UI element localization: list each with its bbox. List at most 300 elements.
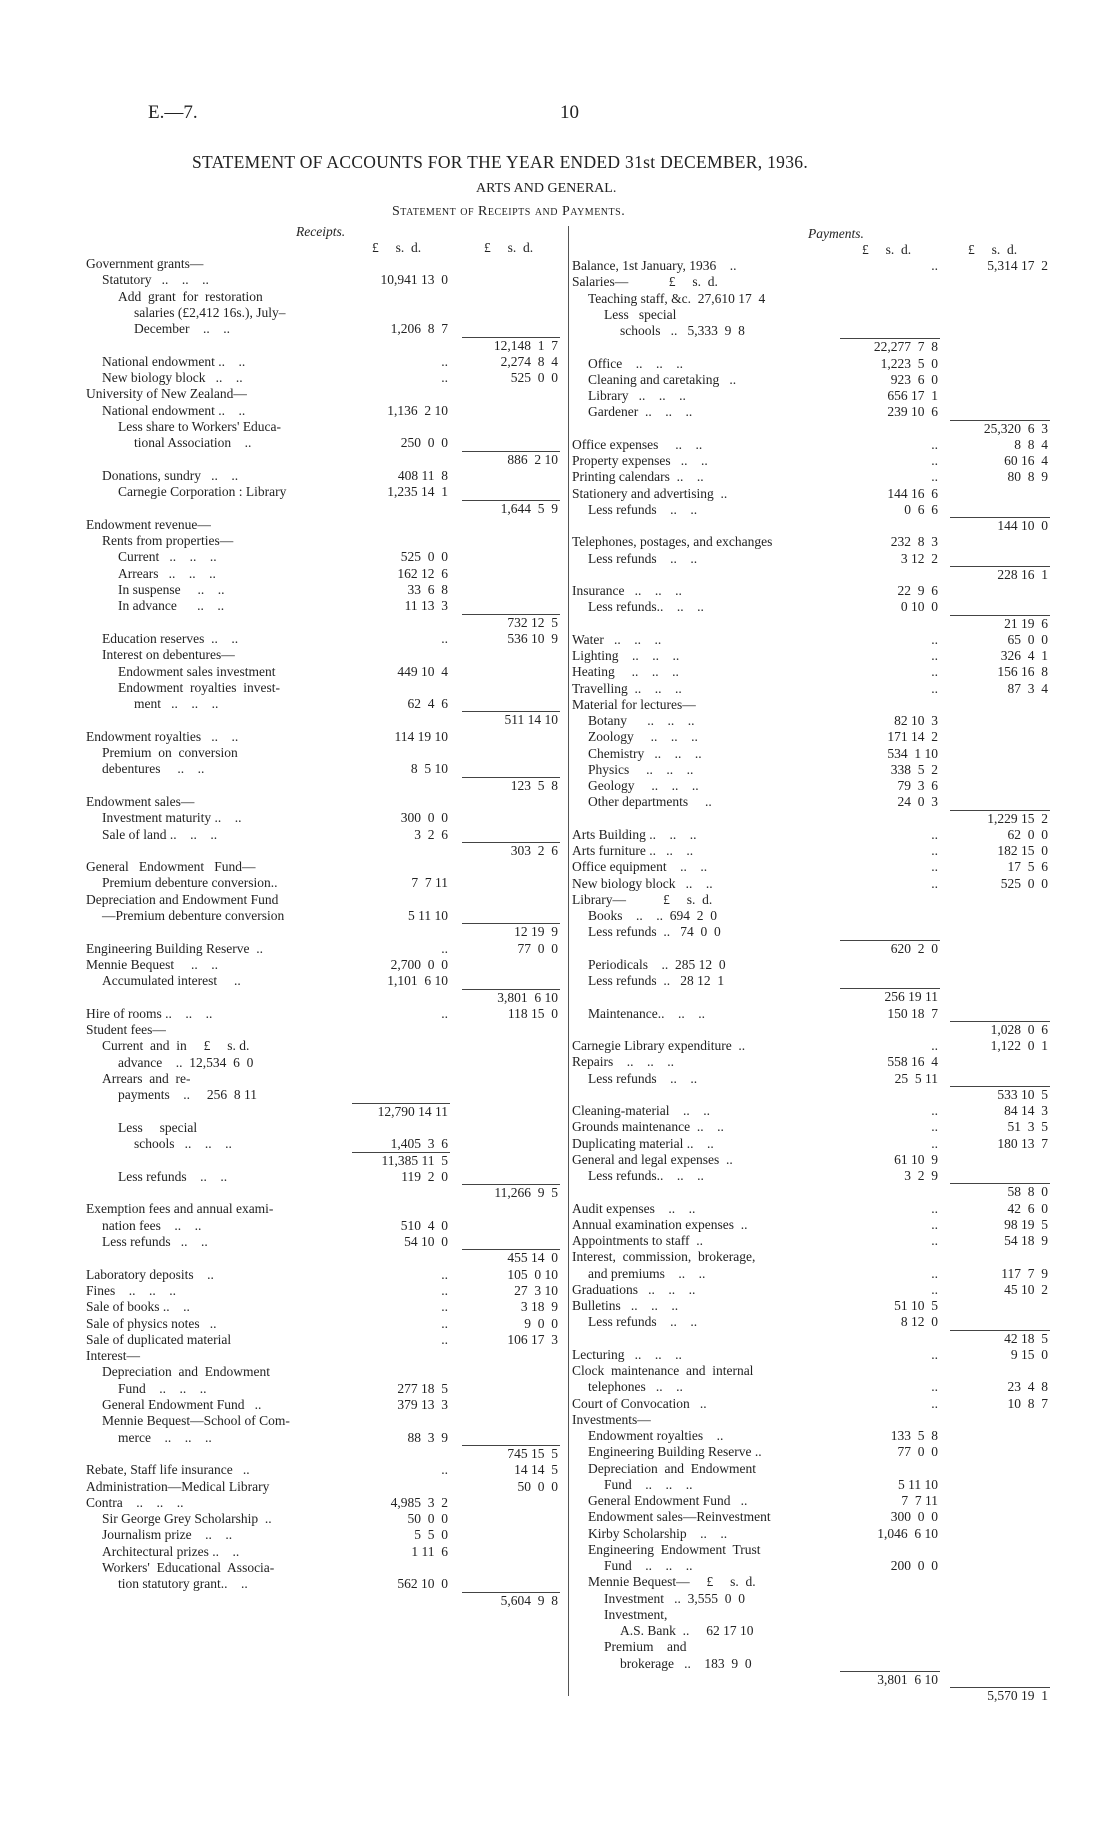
payments-line-label: Lecturing .. .. ..	[572, 1346, 682, 1362]
payments-line-label: Premium and	[604, 1639, 687, 1655]
payments-line-label: Library— £ s. d.	[572, 891, 713, 907]
receipts-line-label: December .. ..	[134, 321, 230, 337]
payments-line-label: A.S. Bank .. 62 17 10	[620, 1623, 754, 1638]
receipts-amount-a: 250 0 0	[400, 435, 448, 451]
page-number: 10	[560, 102, 579, 123]
receipts-line-label: Mennie Bequest .. ..	[86, 956, 218, 972]
page-title: STATEMENT OF ACCOUNTS FOR THE YEAR ENDED 31st DECEMBER, 1936.	[192, 152, 808, 172]
payments-amount-b: 156 16 8	[997, 664, 1048, 680]
payments-amount-a: 1,223 5 0	[880, 355, 938, 371]
payments-amount-a: 558 16 4	[887, 1054, 938, 1070]
receipts-line-label: National endowment .. ..	[102, 402, 246, 418]
page-ref: E.—7.	[148, 102, 198, 123]
payments-line-label: Fund .. .. ..	[604, 1558, 693, 1573]
payments-amount-b: 525 0 0	[1000, 875, 1048, 891]
payments-amount-a: 22,277 7 8	[873, 339, 938, 355]
receipts-amount-a: 119 2 0	[401, 1168, 448, 1184]
receipts-amount-b: 12,148 1 7	[493, 337, 558, 353]
receipts-line-label: Premium on conversion	[102, 745, 238, 760]
payments-line-label: Clock maintenance and internal	[572, 1363, 754, 1378]
receipts-amount-a: 510 4 0	[400, 1217, 448, 1233]
payments-amount-a: 61 10 9	[894, 1151, 938, 1167]
receipts-line-label: Current and in £ s. d.	[102, 1038, 250, 1054]
payments-amount-b: 117 7 9	[1001, 1265, 1048, 1281]
payments-line-label: Court of Convocation ..	[572, 1395, 707, 1411]
receipts-line-label: Exemption fees and annual exami-	[86, 1201, 274, 1217]
receipts-amount-a: ..	[441, 940, 448, 956]
payments-line-label: Printing calendars .. ..	[572, 469, 704, 485]
payments-amount-a: ..	[931, 1038, 938, 1053]
payments-line-label: Engineering Endowment Trust	[588, 1541, 761, 1557]
receipts-line-label: merce .. .. ..	[118, 1429, 212, 1445]
receipts-amount-a: 379 13 3	[397, 1397, 448, 1412]
receipts-amount-a: ..	[441, 1282, 448, 1298]
payments-amount-b: 87 3 4	[1007, 680, 1048, 696]
payments-amount-a: ..	[931, 859, 938, 875]
payments-amount-b: 65 0 0	[1007, 631, 1048, 647]
receipts-amount-a: 10,941 13 0	[380, 272, 448, 288]
receipts-line-label: Hire of rooms .. .. ..	[86, 1005, 213, 1021]
payments-amount-a: 22 9 6	[897, 583, 938, 598]
payments-amount-a: 3,801 6 10	[877, 1671, 938, 1687]
payments-line-label: Duplicating material .. ..	[572, 1135, 714, 1151]
payments-amount-a: ..	[931, 469, 938, 485]
receipts-amount-b: 745 15 5	[507, 1445, 558, 1461]
receipts-line-label: Less share to Workers' Educa-	[118, 419, 282, 434]
payments-line-label: Mennie Bequest— £ s. d.	[588, 1574, 756, 1590]
receipts-amount-b: 77 0 0	[517, 940, 558, 956]
payments-amount-b: 17 5 6	[1007, 859, 1048, 875]
receipts-line-label: advance .. 12,534 6 0	[118, 1054, 254, 1070]
payments-amount-a: ..	[931, 1200, 938, 1216]
payments-line-label: Grounds maintenance .. ..	[572, 1119, 724, 1135]
receipts-line-label: Endowment royalties invest-	[118, 679, 280, 695]
receipts-amount-b: 455 14 0	[507, 1250, 558, 1266]
receipts-amount-b: 5,604 9 8	[500, 1592, 558, 1608]
payments-line-label: Less refunds .. 28 12 1	[588, 973, 725, 988]
receipts-line-label: Depreciation and Endowment Fund	[86, 891, 279, 907]
receipts-line-label: Arrears and re-	[102, 1071, 191, 1086]
payments-line-label: Balance, 1st January, 1936 ..	[572, 258, 737, 273]
payments-line-label: Teaching staff, &c. 27,610 17 4	[588, 290, 766, 306]
receipts-line-label: nation fees .. ..	[102, 1217, 202, 1233]
payments-amount-b: 84 14 3	[1004, 1103, 1048, 1118]
receipts-line-label: Endowment royalties .. ..	[86, 728, 239, 744]
receipts-line-label: debentures .. ..	[102, 761, 205, 777]
receipts-line-label: New biology block .. ..	[102, 370, 243, 386]
payments-amount-a: 82 10 3	[894, 713, 938, 728]
receipts-amount-b: 2,274 8 4	[500, 353, 558, 369]
receipts-line-label: salaries (£2,412 16s.), July–	[134, 304, 286, 320]
receipts-amount-b: 3 18 9	[520, 1299, 558, 1315]
payments-amount-a: ..	[931, 664, 938, 680]
payments-line-label: Less refunds .. ..	[588, 1314, 698, 1330]
payments-heading: Payments.	[808, 226, 864, 241]
receipts-line-label: Sale of land .. .. ..	[102, 826, 218, 842]
payments-amount-b: 5,314 17 2	[987, 258, 1048, 273]
receipts-line-label: In advance .. ..	[118, 598, 225, 614]
receipts-line-label: schools .. .. ..	[134, 1136, 232, 1152]
receipts-line-label: Rents from properties—	[102, 533, 234, 549]
payments-amount-a: ..	[931, 648, 938, 663]
receipts-amount-a: 525 0 0	[400, 549, 448, 565]
receipts-col-head-b: £ s. d.	[484, 240, 534, 255]
payments-amount-a: 534 1 10	[887, 745, 938, 761]
payments-line-label: Carnegie Library expenditure ..	[572, 1038, 746, 1053]
receipts-amount-a: 1,235 14 1	[387, 484, 448, 500]
receipts-amount-b: 50 0 0	[517, 1478, 558, 1494]
receipts-amount-a: 1,206 8 7	[390, 321, 448, 337]
payments-line-label: Cleaning and caretaking ..	[588, 371, 737, 387]
receipts-line-label: In suspense .. ..	[118, 582, 225, 597]
payments-amount-b: 42 6 0	[1007, 1200, 1048, 1216]
receipts-amount-a: ..	[441, 1462, 448, 1478]
payments-amount-b: 25,320 6 3	[983, 420, 1048, 436]
payments-amount-a: 200 0 0	[890, 1558, 938, 1573]
payments-amount-a: ..	[931, 1379, 938, 1395]
payments-line-label: Gardener .. .. ..	[588, 404, 693, 420]
payments-amount-a: 0 10 0	[900, 599, 938, 615]
payments-amount-b: 228 16 1	[997, 566, 1048, 582]
payments-line-label: Endowment sales—Reinvestment	[588, 1509, 771, 1525]
receipts-line-label: Donations, sundry .. ..	[102, 467, 239, 483]
payments-line-label: Lighting .. .. ..	[572, 648, 680, 663]
payments-amount-a: 256 19 11	[884, 989, 938, 1005]
payments-amount-a: ..	[931, 1265, 938, 1281]
receipts-amount-a: 50 0 0	[407, 1511, 448, 1527]
payments-amount-a: 0 6 6	[904, 501, 938, 517]
receipts-line-label: Current .. .. ..	[118, 549, 217, 565]
receipts-amount-b: 106 17 3	[507, 1331, 558, 1347]
payments-line-label: Less refunds .. ..	[588, 1070, 698, 1086]
payments-line-label: Geology .. .. ..	[588, 778, 699, 793]
payments-line-label: Less refunds.. .. ..	[588, 599, 704, 615]
receipts-line-label: Administration—Medical Library	[86, 1478, 270, 1494]
receipts-amount-b: 303 2 6	[510, 842, 558, 858]
receipts-amount-b: 511 14 10	[504, 712, 558, 728]
receipts-amount-a: ..	[441, 370, 448, 386]
payments-line-label: Physics .. .. ..	[588, 761, 694, 777]
receipts-line-label: Add grant for restoration	[118, 288, 263, 304]
payments-amount-a: ..	[931, 1395, 938, 1411]
receipts-line-label: Depreciation and Endowment	[102, 1364, 270, 1380]
payments-line-label: Endowment royalties ..	[588, 1428, 724, 1443]
payments-line-label: Graduations .. .. ..	[572, 1281, 696, 1297]
payments-col-head-b: £ s. d.	[968, 242, 1018, 257]
payments-line-label: Appointments to staff ..	[572, 1233, 703, 1248]
receipts-amount-a: 33 6 8	[407, 582, 448, 597]
payments-line-label: Library .. .. ..	[588, 388, 686, 403]
payments-line-label: brokerage .. 183 9 0	[620, 1655, 752, 1671]
payments-line-label: Periodicals .. 285 12 0	[588, 956, 726, 972]
payments-amount-b: 180 13 7	[997, 1135, 1048, 1151]
payments-line-label: Arts Building .. .. ..	[572, 826, 697, 842]
payments-amount-a: 3 2 9	[904, 1168, 938, 1183]
payments-amount-a: ..	[931, 1346, 938, 1362]
payments-line-label: telephones .. ..	[588, 1379, 683, 1395]
receipts-line-label: Architectural prizes .. ..	[102, 1543, 240, 1559]
receipts-line-label: Education reserves .. ..	[102, 630, 239, 646]
payments-amount-a: ..	[931, 453, 938, 468]
payments-line-label: Investment,	[604, 1606, 668, 1622]
receipts-line-label: Less special	[118, 1119, 198, 1135]
payments-amount-b: 5,570 19 1	[987, 1688, 1048, 1703]
payments-line-label: Fund .. .. ..	[604, 1476, 693, 1492]
payments-line-label: New biology block .. ..	[572, 875, 713, 891]
payments-amount-a: 144 16 6	[887, 485, 938, 501]
payments-amount-a: 7 7 11	[901, 1493, 938, 1508]
payments-line-label: Telephones, postages, and exchanges	[572, 534, 773, 550]
payments-line-label: Botany .. .. ..	[588, 713, 695, 728]
receipts-amount-a: ..	[441, 1331, 448, 1347]
payments-amount-b: 1,229 15 2	[987, 810, 1048, 826]
payments-line-label: Investment .. 3,555 0 0	[604, 1590, 745, 1606]
payments-line-label: Other departments ..	[588, 794, 712, 810]
payments-amount-b: 10 8 7	[1007, 1395, 1048, 1411]
receipts-line-label: Engineering Building Reserve ..	[86, 940, 263, 956]
receipts-line-label: Government grants—	[86, 256, 204, 271]
receipts-amount-a: 162 12 6	[397, 565, 448, 581]
payments-amount-b: 9 15 0	[1010, 1346, 1048, 1362]
payments-line-label: Less refunds .. ..	[588, 550, 698, 566]
receipts-amount-b: 536 10 9	[507, 630, 558, 646]
receipts-amount-a: 5 5 0	[414, 1527, 448, 1543]
payments-amount-a: ..	[931, 631, 938, 647]
payments-amount-a: 79 3 6	[897, 778, 938, 793]
payments-amount-a: ..	[931, 680, 938, 696]
payments-amount-a: ..	[931, 1135, 938, 1151]
receipts-amount-b: 1,644 5 9	[500, 500, 558, 516]
receipts-line-label: Accumulated interest ..	[102, 973, 241, 989]
payments-line-label: Office expenses .. ..	[572, 436, 703, 452]
payments-line-label: Less special	[604, 306, 677, 322]
payments-amount-b: 533 10 5	[997, 1086, 1048, 1102]
receipts-line-label: Sale of duplicated material	[86, 1331, 232, 1347]
receipts-amount-a: 1,136 2 10	[387, 402, 448, 418]
receipts-amount-a: ..	[441, 1266, 448, 1282]
receipts-line-label: Journalism prize .. ..	[102, 1527, 233, 1543]
receipts-line-label: Interest—	[86, 1348, 140, 1364]
payments-amount-b: 62 0 0	[1007, 826, 1048, 842]
receipts-amount-a: 408 11 8	[397, 467, 448, 483]
payments-amount-a: 8 12 0	[900, 1314, 938, 1330]
receipts-col-head-a: £ s. d.	[372, 240, 422, 255]
payments-amount-a: ..	[931, 258, 938, 273]
payments-line-label: schools .. 5,333 9 8	[620, 323, 745, 338]
payments-amount-a: 300 0 0	[890, 1509, 938, 1525]
payments-amount-a: ..	[931, 1281, 938, 1297]
receipts-line-label: Sir George Grey Scholarship ..	[102, 1511, 272, 1527]
payments-line-label: Cleaning-material .. ..	[572, 1103, 710, 1118]
payments-amount-a: ..	[931, 1103, 938, 1118]
payments-amount-a: ..	[931, 1233, 938, 1248]
payments-line-label: Bulletins .. .. ..	[572, 1298, 679, 1313]
receipts-amount-a: 1,405 3 6	[390, 1136, 448, 1152]
payments-amount-a: 51 10 5	[894, 1298, 938, 1313]
receipts-amount-a: 3 2 6	[414, 826, 448, 842]
receipts-amount-b: 886 2 10	[507, 451, 558, 467]
receipts-line-label: tion statutory grant.. ..	[118, 1576, 248, 1592]
receipts-amount-a: 88 3 9	[407, 1429, 448, 1445]
receipts-amount-a: 1,101 6 10	[387, 973, 448, 989]
payments-amount-a: 171 14 2	[887, 729, 938, 745]
payments-amount-b: 58 8 0	[1007, 1184, 1048, 1200]
payments-amount-b: 54 18 9	[1004, 1233, 1048, 1248]
payments-line-label: Interest, commission, brokerage,	[572, 1249, 756, 1265]
payments-line-label: Less refunds .. ..	[588, 501, 698, 517]
receipts-line-label: Fund .. .. ..	[118, 1380, 207, 1396]
receipts-line-label: Laboratory deposits ..	[86, 1266, 214, 1282]
payments-amount-b: 21 19 6	[1004, 615, 1048, 631]
payments-line-label: Investments—	[572, 1411, 651, 1427]
payments-amount-b: 45 10 2	[1004, 1281, 1048, 1297]
payments-line-label: Heating .. .. ..	[572, 664, 679, 680]
payments-line-label: and premiums .. ..	[588, 1265, 706, 1281]
payments-line-label: Books .. .. 694 2 0	[588, 908, 718, 923]
payments-line-label: Less refunds .. 74 0 0	[588, 924, 721, 940]
payments-amount-a: ..	[931, 826, 938, 842]
column-divider	[568, 226, 569, 1696]
receipts-amount-b: 118 15 0	[507, 1005, 558, 1021]
receipts-amount-a: ..	[441, 1299, 448, 1315]
receipts-heading: Receipts.	[296, 224, 346, 239]
payments-amount-a: 923 6 0	[890, 371, 938, 387]
payments-line-label: Travelling .. .. ..	[572, 680, 682, 696]
payments-amount-a: 5 11 10	[898, 1476, 938, 1492]
receipts-amount-a: 277 18 5	[397, 1380, 448, 1396]
payments-amount-b: 51 3 5	[1007, 1119, 1048, 1135]
receipts-line-label: Sale of physics notes ..	[86, 1315, 217, 1331]
receipts-amount-a: 62 4 6	[407, 696, 448, 712]
payments-amount-a: ..	[931, 1119, 938, 1135]
receipts-amount-a: 12,790 14 11	[377, 1103, 448, 1119]
receipts-line-label: Less refunds .. ..	[118, 1168, 228, 1184]
payments-line-label: Engineering Building Reserve ..	[588, 1444, 762, 1460]
receipts-line-label: Statutory .. .. ..	[102, 272, 209, 288]
payments-amount-b: 326 4 1	[1000, 648, 1048, 663]
receipts-amount-b: 105 0 10	[507, 1266, 558, 1282]
payments-amount-a: ..	[931, 1216, 938, 1232]
receipts-amount-a: 4,985 3 2	[390, 1494, 448, 1510]
receipts-line-label: Carnegie Corporation : Library	[118, 484, 287, 500]
receipts-line-label: Workers' Educational Associa-	[102, 1560, 275, 1575]
receipts-amount-b: 525 0 0	[510, 370, 558, 386]
receipts-line-label: Investment maturity .. ..	[102, 810, 242, 826]
payments-line-label: Salaries— £ s. d.	[572, 274, 718, 290]
receipts-amount-a: 11,385 11 5	[381, 1152, 448, 1168]
receipts-line-label: Arrears .. .. ..	[118, 565, 216, 581]
receipts-amount-a: ..	[441, 353, 448, 369]
receipts-amount-a: 54 10 0	[404, 1234, 448, 1249]
receipts-line-label: Premium debenture conversion..	[102, 875, 278, 891]
payments-line-label: General and legal expenses ..	[572, 1151, 733, 1167]
receipts-amount-a: 300 0 0	[400, 810, 448, 826]
payments-amount-b: 23 4 8	[1007, 1379, 1048, 1395]
receipts-line-label: Contra .. .. ..	[86, 1494, 184, 1510]
payments-line-label: Office equipment .. ..	[572, 859, 708, 875]
receipts-amount-b: 3,801 6 10	[497, 989, 558, 1005]
payments-line-label: Material for lectures—	[572, 696, 696, 712]
receipts-amount-a: ..	[441, 630, 448, 646]
receipts-line-label: Endowment sales—	[86, 793, 195, 809]
receipts-amount-a: 2,700 0 0	[390, 956, 448, 972]
receipts-amount-b: 12 19 9	[514, 924, 558, 940]
payments-line-label: Insurance .. .. ..	[572, 583, 682, 598]
receipts-line-label: Rebate, Staff life insurance ..	[86, 1462, 250, 1478]
payments-amount-b: 98 19 5	[1004, 1216, 1048, 1232]
payments-line-label: Less refunds.. .. ..	[588, 1168, 704, 1183]
receipts-line-label: Sale of books .. ..	[86, 1299, 190, 1315]
receipts-line-label: —Premium debenture conversion	[102, 908, 285, 923]
receipts-amount-a: 449 10 4	[397, 663, 448, 679]
receipts-amount-b: 14 14 5	[514, 1462, 558, 1478]
payments-amount-a: 24 0 3	[897, 794, 938, 810]
receipts-amount-a: 562 10 0	[397, 1576, 448, 1592]
payments-line-label: Repairs .. .. ..	[572, 1054, 674, 1070]
payments-line-label: Property expenses .. ..	[572, 453, 708, 468]
receipts-line-label: National endowment .. ..	[102, 353, 246, 369]
receipts-line-label: payments .. 256 8 11	[118, 1087, 257, 1103]
receipts-amount-a: 114 19 10	[394, 728, 448, 744]
payments-amount-a: 1,046 6 10	[877, 1525, 938, 1541]
payments-amount-a: 620 2 0	[890, 940, 938, 956]
receipts-line-label: Fines .. .. ..	[86, 1282, 177, 1298]
receipts-line-label: Mennie Bequest—School of Com-	[102, 1413, 290, 1429]
receipts-line-label: Student fees—	[86, 1022, 166, 1038]
receipts-amount-a: 5 11 10	[408, 908, 448, 923]
receipts-line-label: University of New Zealand—	[86, 386, 247, 402]
payments-amount-b: 60 16 4	[1004, 453, 1048, 468]
section-title: ARTS AND GENERAL.	[476, 181, 617, 196]
receipts-amount-b: 123 5 8	[510, 777, 558, 793]
payments-amount-b: 8 8 4	[1014, 436, 1048, 452]
payments-amount-a: 25 5 11	[894, 1070, 938, 1086]
payments-amount-a: 77 0 0	[897, 1444, 938, 1460]
payments-amount-a: 3 12 2	[900, 550, 938, 566]
payments-line-label: Zoology .. .. ..	[588, 729, 698, 745]
payments-amount-a: 150 18 7	[887, 1005, 938, 1021]
receipts-line-label: Less refunds .. ..	[102, 1234, 208, 1249]
receipts-amount-b: 11,266 9 5	[494, 1185, 558, 1201]
payments-line-label: Water .. .. ..	[572, 631, 662, 647]
payments-amount-b: 182 15 0	[997, 843, 1048, 858]
payments-amount-b: 144 10 0	[997, 518, 1048, 533]
payments-amount-b: 1,122 0 1	[990, 1038, 1048, 1053]
payments-line-label: Maintenance.. .. ..	[588, 1005, 705, 1021]
payments-line-label: Depreciation and Endowment	[588, 1460, 756, 1476]
receipts-amount-a: ..	[441, 1315, 448, 1331]
payments-amount-a: 656 17 1	[887, 388, 938, 403]
receipts-amount-b: 732 12 5	[507, 614, 558, 630]
payments-amount-a: 133 5 8	[890, 1428, 938, 1443]
payments-line-label: Audit expenses .. ..	[572, 1200, 696, 1216]
payments-line-label: Office .. .. ..	[588, 355, 683, 371]
payments-line-label: Chemistry .. .. ..	[588, 745, 702, 761]
payments-line-label: Kirby Scholarship .. ..	[588, 1525, 728, 1541]
payments-amount-b: 42 18 5	[1004, 1330, 1048, 1346]
receipts-amount-a: 1 11 6	[411, 1543, 448, 1559]
receipts-amount-a: 8 5 10	[410, 761, 448, 777]
receipts-line-label: General Endowment Fund—	[86, 859, 256, 875]
receipts-amount-a: ..	[441, 1005, 448, 1021]
payments-line-label: Arts furniture .. .. ..	[572, 843, 694, 858]
payments-line-label: Stationery and advertising ..	[572, 485, 728, 501]
payments-amount-a: 239 10 6	[887, 404, 938, 420]
payments-amount-a: 338 5 2	[890, 761, 938, 777]
payments-col-head-a: £ s. d.	[862, 242, 912, 257]
payments-amount-a: 232 8 3	[890, 534, 938, 550]
receipts-line-label: Endowment sales investment	[118, 663, 276, 679]
